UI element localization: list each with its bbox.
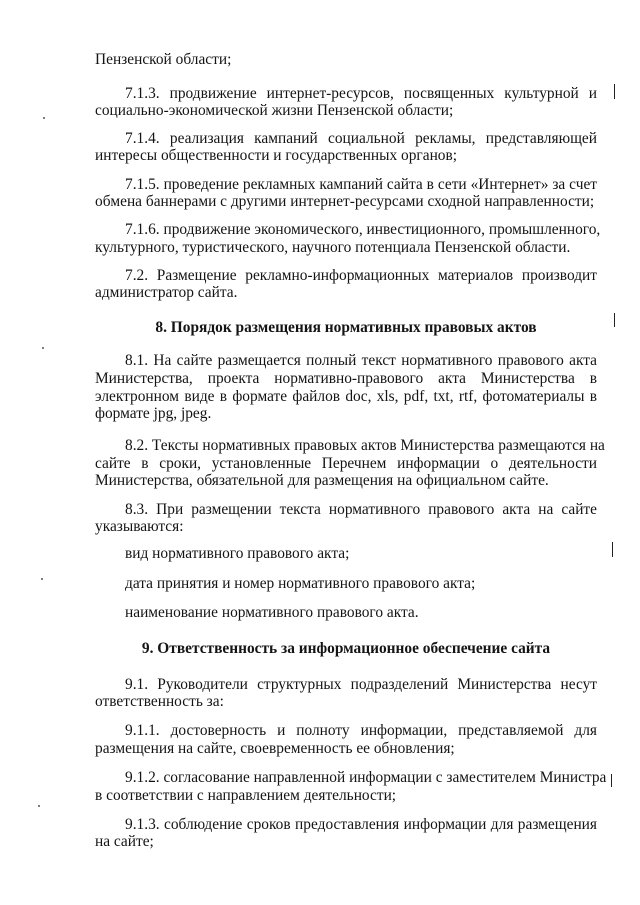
- paragraph-8-1: 8.1. На сайте размещается полный текст нормативного правового акта: [125, 352, 597, 369]
- paragraph-8-3: 8.3. При размещении текста нормативного правового акта на сайте: [125, 501, 597, 518]
- scan-margin-mark: [612, 542, 613, 557]
- text-line: на сайте;: [95, 833, 154, 850]
- list-item: дата принятия и номер нормативного правового акта;: [125, 575, 476, 592]
- paragraph-8-2: 8.2. Тексты нормативных правовых актов Министерства размещаются на: [125, 437, 605, 454]
- text-line: Пензенской области;: [95, 51, 232, 68]
- list-item: наименование нормативного правового акта.: [125, 604, 419, 621]
- text-line: Министерства, обязательной для размещения на официальном сайте.: [95, 472, 549, 489]
- text-line: интересы общественности и государственных органов;: [95, 147, 458, 164]
- paragraph-7-2: 7.2. Размещение рекламно-информационных материалов производит: [125, 267, 597, 284]
- text-line: размещения на сайте, своевременность ее обновления;: [95, 740, 455, 757]
- list-item-7-1-5: 7.1.5. проведение рекламных кампаний сайта в сети «Интернет» за счет: [125, 176, 597, 193]
- scan-dust-dot: [41, 578, 43, 580]
- list-item-7-1-4: 7.1.4. реализация кампаний социальной рекламы, представляющей: [125, 130, 597, 147]
- section-heading-8: 8. Порядок размещения нормативных правовых актов: [155, 319, 537, 336]
- scan-margin-mark: [614, 84, 615, 99]
- text-line: культурного, туристического, научного потенциала Пензенской области.: [95, 239, 571, 256]
- list-item-9-1-1: 9.1.1. достоверность и полноту информации, представляемой для: [125, 722, 597, 739]
- text-line: Министерства, проекта нормативно-правового акта Министерства в: [95, 370, 597, 387]
- text-line: сайте в сроки, установленные Перечнем информации о деятельности: [95, 455, 597, 472]
- list-item-9-1-2: 9.1.2. согласование направленной информации с заместителем Министра: [125, 769, 607, 786]
- list-item-9-1-3: 9.1.3. соблюдение сроков предоставления информации для размещения: [125, 816, 597, 833]
- text-line: указываются:: [95, 518, 184, 535]
- text-line: ответственность за:: [95, 693, 224, 710]
- paragraph-9-1: 9.1. Руководители структурных подразделений Министерства несут: [125, 676, 597, 693]
- text-line: администратор сайта.: [95, 284, 238, 301]
- text-line: обмена баннерами с другими интернет-ресурсами сходной направленности;: [95, 193, 595, 210]
- scan-margin-mark: [614, 313, 615, 327]
- list-item: вид нормативного правового акта;: [125, 545, 350, 562]
- scan-dust-dot: [42, 347, 44, 349]
- text-line: электронном виде в формате файлов doc, xls, pdf, txt, rtf, фотоматериалы в: [95, 388, 597, 405]
- text-line: в соответствии с направлением деятельности;: [95, 787, 397, 804]
- section-heading-9: 9. Ответственность за информационное обеспечение сайта: [141, 640, 551, 657]
- text-line: социально-экономической жизни Пензенской области;: [95, 102, 454, 119]
- text-line: формате jpg, jpeg.: [95, 405, 212, 422]
- scan-dust-dot: [38, 805, 40, 807]
- scan-dust-dot: [43, 117, 45, 119]
- scan-margin-mark: [611, 774, 612, 787]
- list-item-7-1-3: 7.1.3. продвижение интернет-ресурсов, посвященных культурной и: [125, 85, 597, 102]
- list-item-7-1-6: 7.1.6. продвижение экономического, инвестиционного, промышленного,: [125, 221, 601, 238]
